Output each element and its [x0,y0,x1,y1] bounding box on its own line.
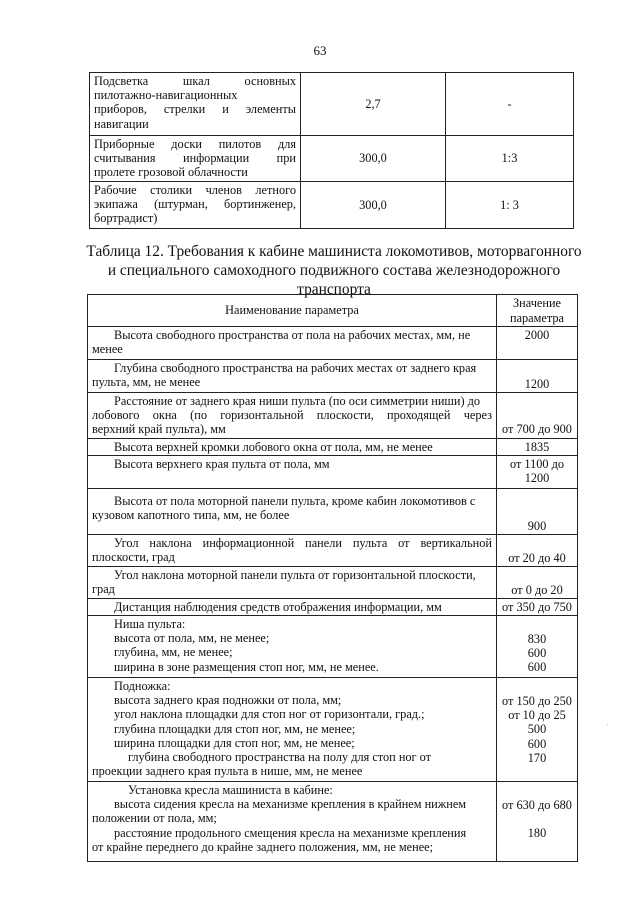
param-cell: Подножка: высота заднего края подножки от пола, мм; угол наклона площадки для стоп ног от горизонтали, град.; глубина площадки для стоп ног, мм, не менее; ширина площадки для стоп ног, мм, не менее; глубина свободного пространства на полу для стоп ног от проекции заднего края пульта в нише, мм, не менее [88,678,497,782]
table-row [88,360,578,393]
value-cell: 300,0 [301,136,446,182]
ratio-cell: 1: 3 [446,182,574,229]
table-row [88,616,578,678]
value-cell: 300,0 [301,182,446,229]
table-row [90,136,574,182]
table-caption: Таблица 12. Требования к кабине машиниста локомотивов, моторвагонного и специального самоходного подвижного состава железнодорожного транспорта [86,243,582,298]
table-row [88,782,578,862]
page-number: 63 [313,43,327,58]
table-row [88,393,578,439]
value-cell: от 1100 до 1200 [497,455,578,488]
table-row [88,327,578,360]
table-row [88,488,578,534]
header-value: Значение параметра [497,295,578,327]
param-cell: Расстояние от заднего края ниши пульта (по оси симметрии ниши) до лобового окна (по горизонтальной плоскости, проходящей через верхний край пульта), мм [88,393,497,439]
value-cell: 1835 [497,438,578,455]
value-cell: от 700 до 900 [497,393,578,439]
table-row [90,182,574,229]
table-row [88,566,578,598]
param-cell: Высота верхнего края пульта от пола, мм [88,455,497,488]
header-row [88,295,578,327]
value-cell: 2,7 [301,73,446,136]
param-cell: Ниша пульта: высота от пола, мм, не менее; глубина, мм, не менее; ширина в зоне размещения стоп ног, мм, не менее. [88,616,497,678]
value-cell: 2000 [497,327,578,360]
value-cell: 830 600 600 [497,616,578,678]
table-row [88,438,578,455]
table-row [88,598,578,615]
table-row [90,73,574,136]
param-cell: Угол наклона моторной панели пульта от горизонтальной плоскости, град [88,566,497,598]
table-row [88,678,578,782]
param-cell: Дистанция наблюдения средств отображения информации, мм [88,598,497,615]
aviation-lighting-table [89,72,574,229]
value-cell: от 150 до 250 от 10 до 25 500 600 170 [497,678,578,782]
value-cell: от 630 до 680 180 [497,782,578,862]
table-row [88,455,578,488]
param-cell: Угол наклона информационной панели пульта от вертикальной плоскости, град [88,534,497,566]
ratio-cell: 1:3 [446,136,574,182]
scan-mark: · [606,720,609,730]
ratio-cell: - [446,73,574,136]
value-cell: 1200 [497,360,578,393]
cab-requirements-table [87,294,578,862]
header-name: Наименование параметра [88,295,497,327]
value-cell: от 0 до 20 [497,566,578,598]
param-cell: Подсветка шкал основных пилотажно-навигационных приборов, стрелки и элементы навигации [90,73,301,136]
param-cell: Установка кресла машиниста в кабине: высота сидения кресла на механизме крепления в крайнем нижнем положении от пола, мм; расстояние продольного смещения кресла на механизме крепления от крайне переднего до крайне заднего положения, мм, не менее; [88,782,497,862]
param-cell: Глубина свободного пространства на рабочих местах от заднего края пульта, мм, не менее [88,360,497,393]
param-cell: Высота свободного пространства от пола на рабочих местах, мм, не менее [88,327,497,360]
table-row [88,534,578,566]
value-cell: от 20 до 40 [497,534,578,566]
param-cell: Высота от пола моторной панели пульта, кроме кабин локомотивов с кузовом капотного типа, мм, не более [88,488,497,534]
param-cell: Высота верхней кромки лобового окна от пола, мм, не менее [88,438,497,455]
value-cell: от 350 до 750 [497,598,578,615]
param-cell: Рабочие столики членов летного экипажа (штурман, бортинженер, бортрадист) [90,182,301,229]
value-cell: 900 [497,488,578,534]
param-cell: Приборные доски пилотов для считывания информации при пролете грозовой облачности [90,136,301,182]
